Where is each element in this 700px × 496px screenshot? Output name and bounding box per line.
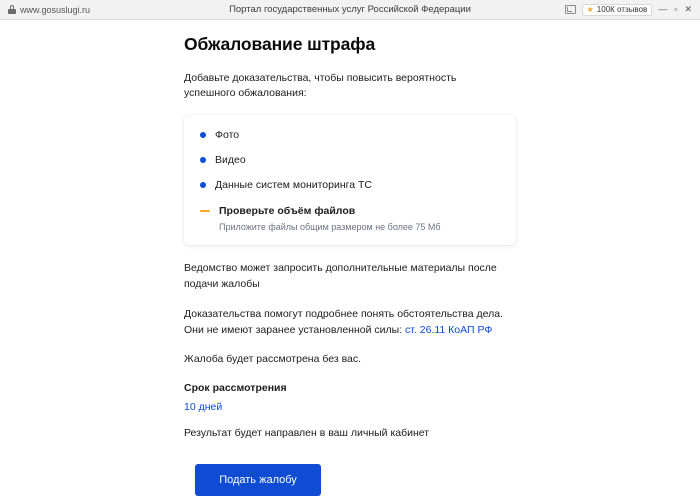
minimize-button[interactable]: — <box>658 4 668 14</box>
list-item <box>200 129 500 141</box>
law-article-link[interactable]: ст. 26.11 КоАП РФ <box>405 323 493 336</box>
intro-text: Добавьте доказательства, чтобы повысить вероятность успешного обжалования: <box>184 72 457 100</box>
window-buttons <box>658 5 694 14</box>
list-item <box>200 154 500 166</box>
close-button[interactable]: ✕ <box>684 4 692 14</box>
file-size-note-title: Проверьте объём файлов <box>219 205 356 218</box>
paragraph-additional-materials: Ведомство может запросить дополнительные материалы после подачи жалобы <box>184 262 497 291</box>
window-title: Портал государственных услуг Российской Федерации <box>229 4 471 15</box>
star-icon: ★ <box>586 4 594 14</box>
page-title: Обжалование штрафа <box>184 34 376 54</box>
dash-icon <box>200 210 210 212</box>
paragraph-evidence-weight <box>184 307 504 339</box>
bullet-dot-icon <box>200 132 206 138</box>
file-size-note-title-row <box>200 205 500 217</box>
evidence-list <box>200 129 500 191</box>
file-size-note-subtitle: Приложите файлы общим размером не более 75 Мб <box>219 222 441 233</box>
list-item-label: Видео <box>215 154 246 167</box>
page-body <box>0 20 700 486</box>
reviews-badge[interactable] <box>582 4 653 16</box>
chrome-right-controls <box>565 4 700 16</box>
address-bar[interactable] <box>0 5 190 15</box>
cast-icon[interactable] <box>565 5 576 14</box>
paragraph-without-you: Жалоба будет рассмотрена без вас. <box>184 353 362 366</box>
bullet-dot-icon <box>200 157 206 163</box>
review-term-value: 10 дней <box>184 401 223 414</box>
url-text: www.gosuslugi.ru <box>20 4 91 15</box>
lock-icon <box>8 5 16 14</box>
bullet-dot-icon <box>200 182 206 188</box>
review-term-label: Срок рассмотрения <box>184 382 287 395</box>
evidence-card <box>184 115 516 245</box>
list-item-label: Фото <box>215 129 240 142</box>
submit-row <box>0 464 700 496</box>
list-item-label: Данные систем мониторинга ТС <box>215 179 372 192</box>
file-size-note <box>200 205 500 232</box>
browser-chrome-bar <box>0 0 700 20</box>
content-column <box>0 20 520 442</box>
paragraph-evidence-weight-text: Доказательства помогут подробнее понять обстоятельства дела. Они не имеют заранее установленной силы: <box>184 307 503 336</box>
reviews-badge-label: 100К отзывов <box>596 4 648 14</box>
list-item <box>200 179 500 191</box>
maximize-button[interactable]: ▫ <box>674 4 678 14</box>
submit-complaint-button[interactable]: Подать жалобу <box>195 464 321 496</box>
paragraph-result-note: Результат будет направлен в ваш личный кабинет <box>184 427 430 440</box>
